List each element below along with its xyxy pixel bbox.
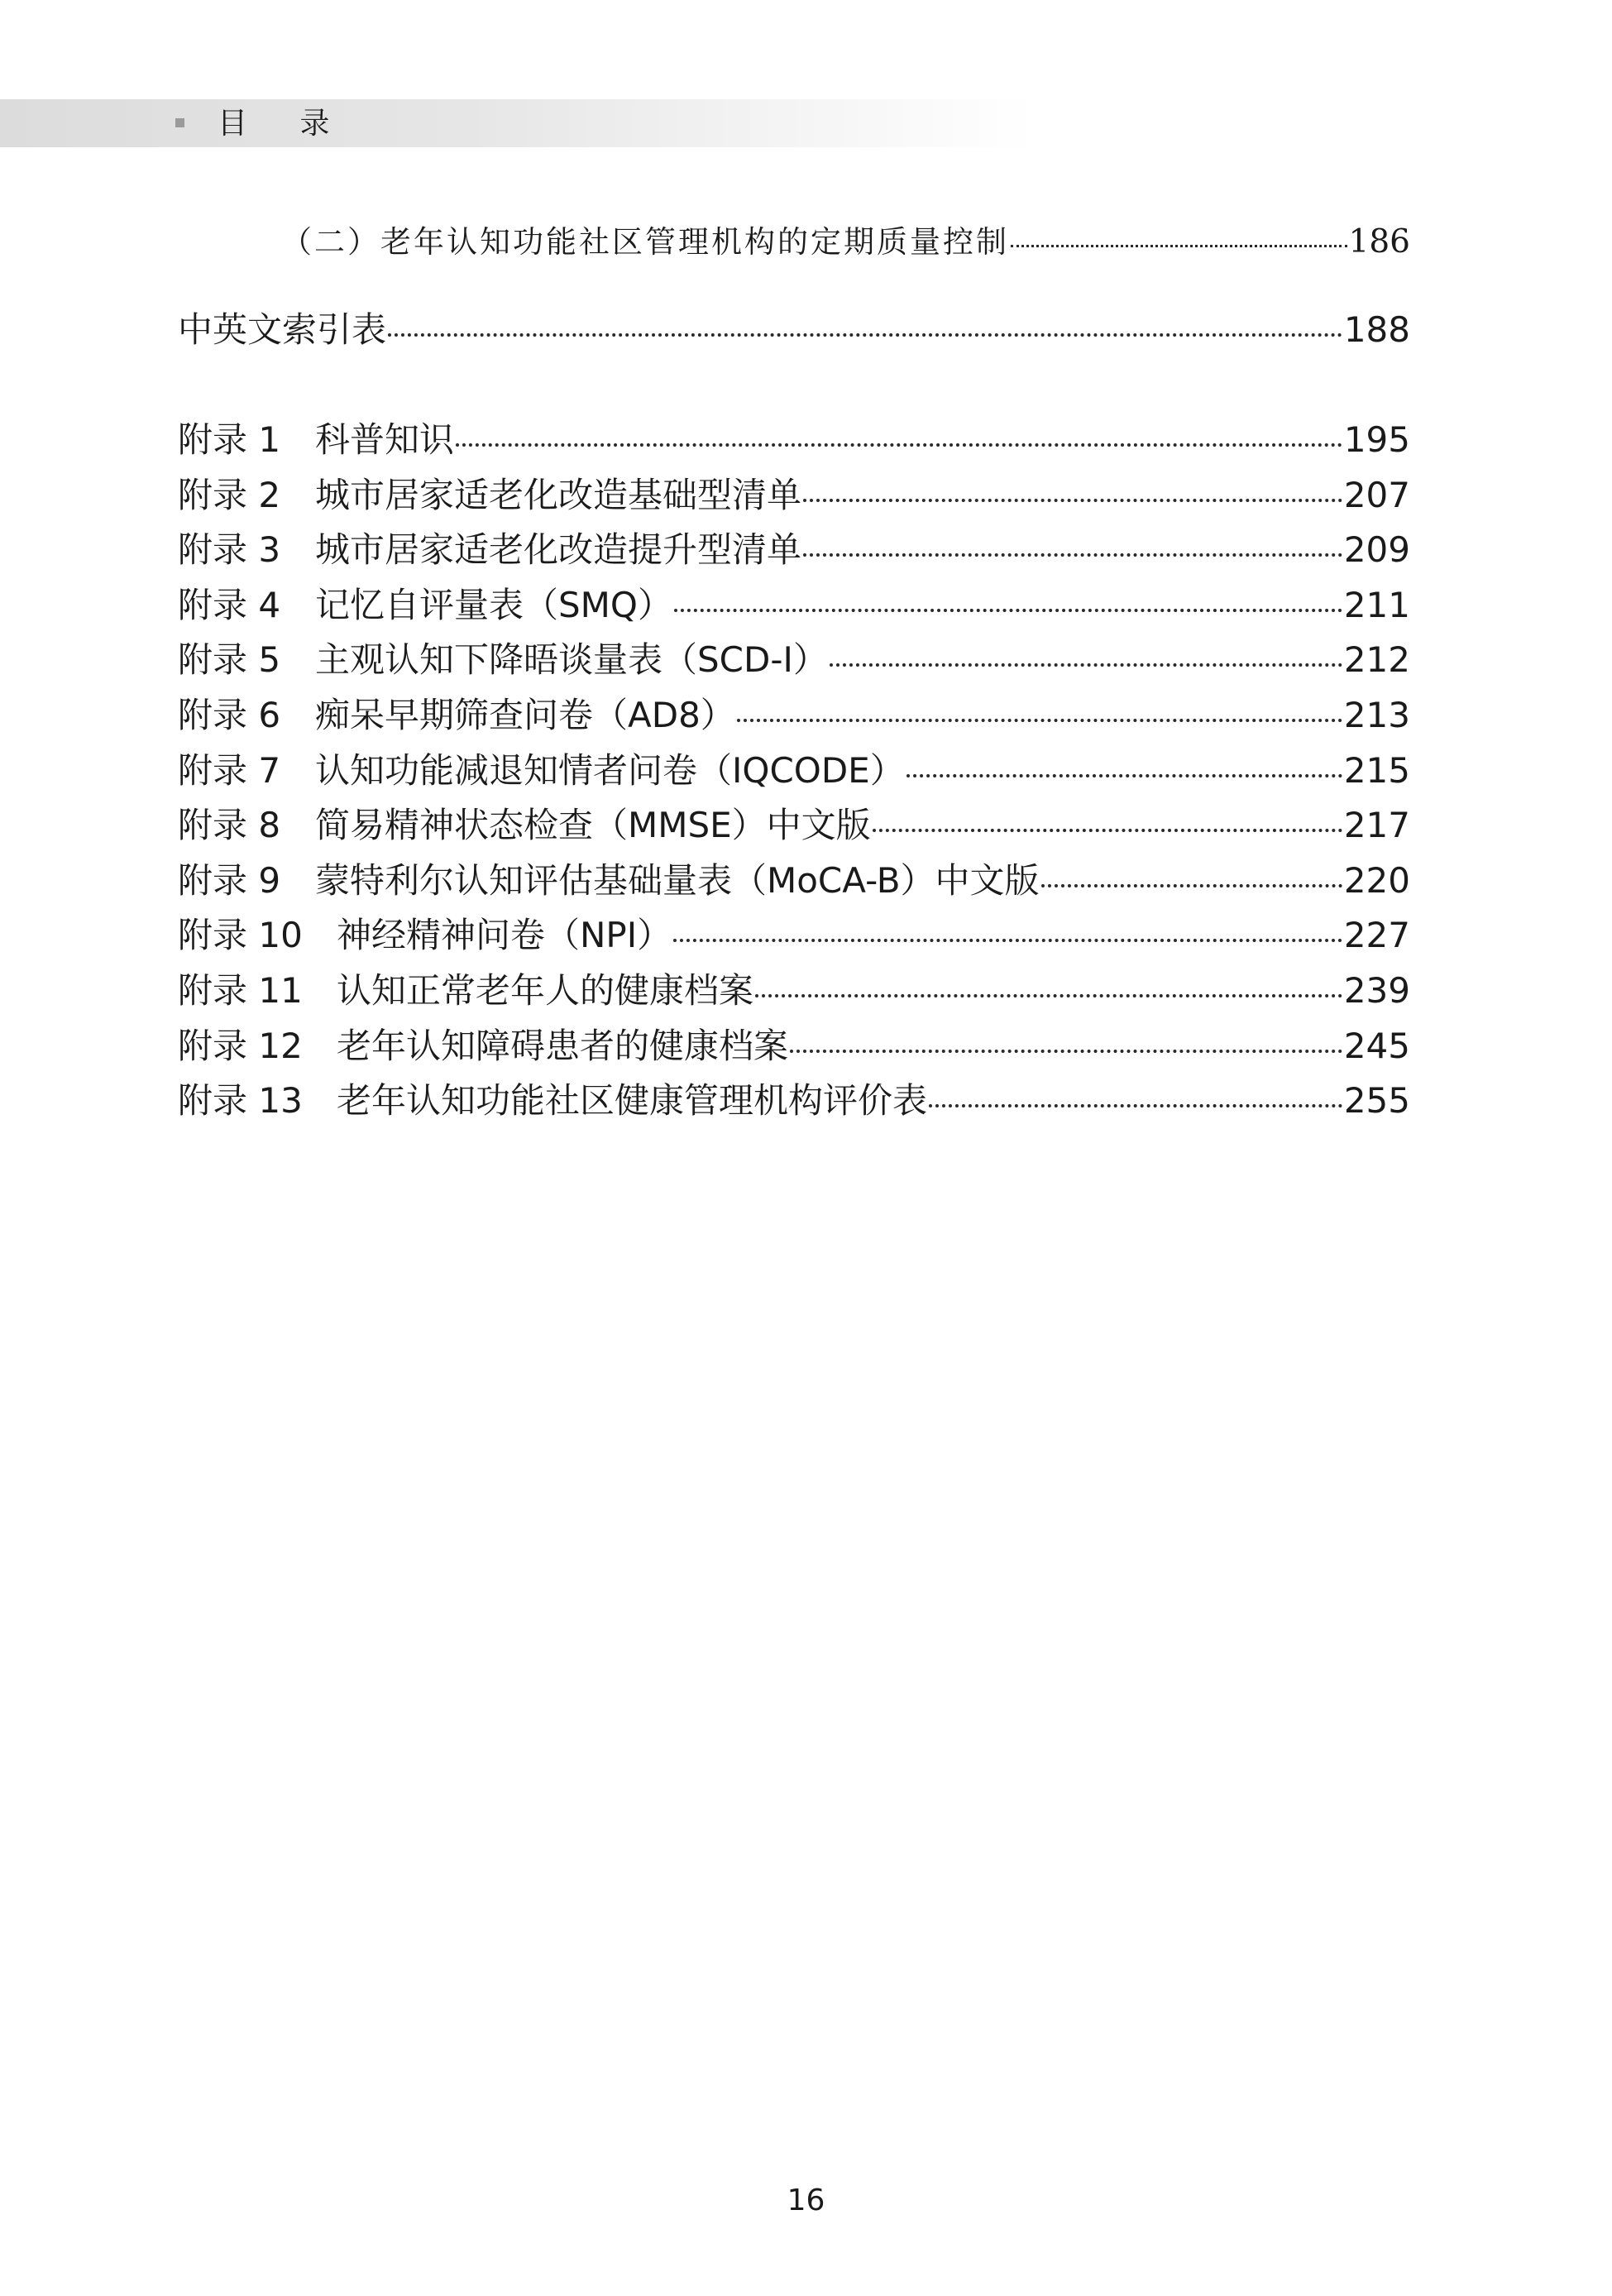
appendix-title: 记忆自评量表（SMQ） bbox=[315, 584, 672, 625]
dot-leader bbox=[790, 1050, 1342, 1053]
appendix-entry bbox=[178, 523, 1410, 572]
page-number: 16 bbox=[787, 2184, 825, 2217]
appendix-entry bbox=[178, 798, 1410, 848]
appendix-page: 227 bbox=[1343, 915, 1410, 956]
appendix-label bbox=[178, 798, 871, 848]
appendix-page: 255 bbox=[1343, 1080, 1410, 1122]
appendix-title: 主观认知下降晤谈量表（SCD-I） bbox=[315, 639, 828, 681]
appendix-label bbox=[178, 468, 801, 518]
dot-leader bbox=[755, 994, 1342, 997]
appendix-page: 245 bbox=[1343, 1025, 1410, 1066]
appendix-title: 城市居家适老化改造提升型清单 bbox=[315, 529, 802, 571]
appendix-title: 认知功能减退知情者问卷（IQCODE） bbox=[315, 749, 905, 791]
appendix-entry bbox=[178, 908, 1410, 958]
appendix-page: 217 bbox=[1343, 805, 1410, 846]
appendix-label bbox=[178, 908, 672, 958]
appendix-title: 蒙特利尔认知评估基础量表（MoCA-B）中文版 bbox=[315, 859, 1040, 901]
page-header-title: 目 录 bbox=[218, 107, 352, 141]
appendix-title: 痴呆早期筛查问卷（AD8） bbox=[315, 695, 735, 735]
toc-entry-quality-control bbox=[281, 217, 1410, 261]
appendix-title: 城市居家适老化改造基础型清单 bbox=[315, 474, 802, 515]
appendix-title: 神经精神问卷（NPI） bbox=[337, 915, 672, 956]
appendix-number: 附录 3 bbox=[178, 529, 281, 571]
dot-leader bbox=[737, 719, 1342, 722]
toc-entry-label: （二）老年认知功能社区管理机构的定期质量控制 bbox=[281, 224, 1009, 260]
appendix-title: 科普知识 bbox=[315, 419, 455, 460]
appendix-label bbox=[178, 688, 735, 738]
appendix-title: 老年认知功能社区健康管理机构评价表 bbox=[337, 1080, 928, 1122]
appendix-label bbox=[178, 964, 753, 1013]
appendix-label bbox=[178, 523, 801, 572]
appendix-label bbox=[178, 744, 905, 793]
appendix-entry bbox=[178, 1074, 1410, 1123]
appendix-title: 认知正常老年人的健康档案 bbox=[337, 970, 754, 1011]
appendix-number: 附录 1 bbox=[178, 419, 281, 460]
appendix-entry bbox=[178, 964, 1410, 1013]
appendix-number: 附录 13 bbox=[178, 1080, 303, 1122]
toc-entry-page: 186 bbox=[1348, 223, 1410, 261]
dot-leader bbox=[906, 774, 1342, 777]
appendix-label bbox=[178, 1074, 927, 1123]
toc-entry-index bbox=[178, 303, 1410, 352]
appendix-entry bbox=[178, 1019, 1410, 1069]
appendix-page: 220 bbox=[1343, 859, 1410, 901]
dot-leader bbox=[1041, 884, 1342, 887]
appendix-number: 附录 12 bbox=[178, 1025, 303, 1066]
toc-entry-page: 188 bbox=[1343, 309, 1410, 350]
appendix-label bbox=[178, 854, 1040, 903]
appendix-page: 239 bbox=[1343, 970, 1410, 1011]
appendix-number: 附录 6 bbox=[178, 695, 281, 735]
appendix-number: 附录 9 bbox=[178, 859, 281, 901]
appendix-label bbox=[178, 413, 454, 462]
header-square-icon bbox=[175, 118, 184, 127]
appendix-label bbox=[178, 578, 672, 628]
dot-leader bbox=[388, 333, 1342, 337]
appendix-page: 212 bbox=[1343, 639, 1410, 681]
appendix-title: 老年认知障碍患者的健康档案 bbox=[337, 1025, 789, 1066]
appendix-page: 207 bbox=[1343, 474, 1410, 515]
appendix-number: 附录 4 bbox=[178, 584, 281, 625]
appendix-label bbox=[178, 633, 828, 682]
appendix-title: 简易精神状态检查（MMSE）中文版 bbox=[315, 805, 871, 846]
appendix-entry bbox=[178, 413, 1410, 462]
appendix-number: 附录 7 bbox=[178, 749, 281, 791]
dot-leader bbox=[873, 829, 1342, 832]
dot-leader bbox=[674, 609, 1342, 612]
appendix-label bbox=[178, 1019, 788, 1069]
appendix-page: 215 bbox=[1343, 749, 1410, 791]
header-band bbox=[0, 99, 1034, 147]
dot-leader bbox=[673, 939, 1342, 942]
appendix-entry bbox=[178, 633, 1410, 682]
toc-entry-label: 中英文索引表 bbox=[178, 309, 387, 350]
dot-leader bbox=[456, 443, 1342, 447]
appendix-entry bbox=[178, 468, 1410, 518]
dot-leader bbox=[830, 663, 1342, 667]
dot-leader bbox=[803, 553, 1342, 557]
appendix-page: 209 bbox=[1343, 529, 1410, 571]
dot-leader bbox=[1011, 245, 1347, 247]
appendix-page: 195 bbox=[1343, 419, 1410, 460]
appendix-entry bbox=[178, 854, 1410, 903]
dot-leader bbox=[803, 499, 1342, 502]
dot-leader bbox=[929, 1104, 1342, 1107]
appendix-page: 213 bbox=[1343, 695, 1410, 735]
appendix-number: 附录 11 bbox=[178, 970, 303, 1011]
appendix-entry bbox=[178, 578, 1410, 628]
appendix-entry bbox=[178, 744, 1410, 793]
appendix-number: 附录 2 bbox=[178, 474, 281, 515]
appendix-number: 附录 8 bbox=[178, 805, 281, 846]
appendix-number: 附录 5 bbox=[178, 639, 281, 681]
appendix-entry bbox=[178, 688, 1410, 738]
appendix-page: 211 bbox=[1343, 584, 1410, 625]
appendix-number: 附录 10 bbox=[178, 915, 303, 956]
